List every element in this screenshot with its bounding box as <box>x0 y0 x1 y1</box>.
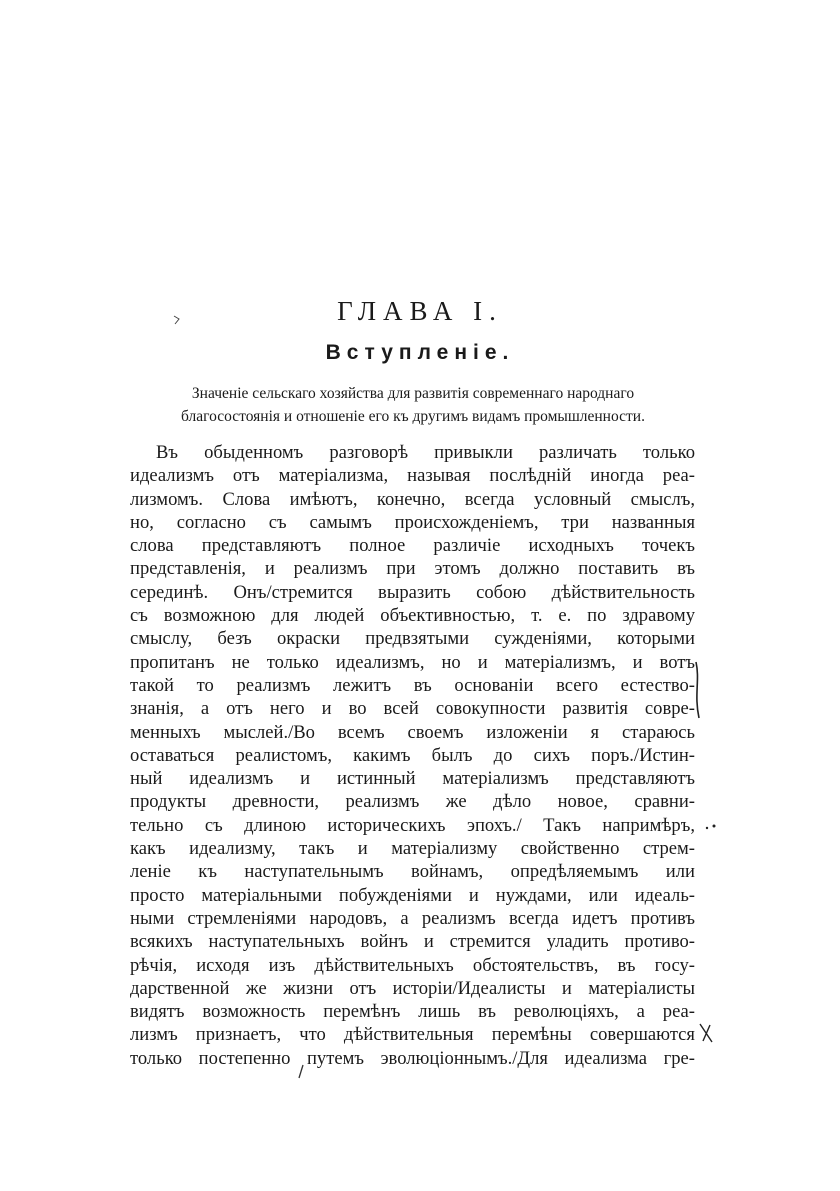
body-line: серединѣ. Онъ/стремится выразить собою дѣйствительность <box>130 581 695 603</box>
body-line: ными стремленіями народовъ, а реализмъ всегда идетъ противъ <box>130 907 695 929</box>
margin-cross-mark <box>698 1022 714 1044</box>
body-line: всякихъ наступательныхъ войнъ и стремится уладить противо- <box>130 931 695 953</box>
body-line: лизмъ признаетъ, что дѣйствительныя перемѣны совершаются <box>130 1024 695 1046</box>
subtitle-line: благосостоянія и отношеніе его къ другимъ видамъ промышленности. <box>181 408 645 426</box>
body-line: менныхъ мыслей./Во всемъ своемъ изложеніи я стараюсь <box>130 721 695 743</box>
body-line: но, согласно съ самымъ происхожденіемъ, три названныя <box>130 511 695 533</box>
body-line: просто матеріальными побужденіями и нуждами, или идеаль- <box>130 884 695 906</box>
body-line: только постепенно путемъ эволюціоннымъ./Для идеализма гре- <box>130 1047 695 1069</box>
section-subtitle <box>118 384 708 431</box>
body-line: ный идеализмъ и истинный матеріализмъ представляютъ <box>130 768 695 790</box>
margin-dot-mark <box>704 822 718 832</box>
body-line: продукты древности, реализмъ же дѣло новое, сравни- <box>130 791 695 813</box>
body-line: знанія, а отъ него и во всей совокупности развитія совре- <box>130 698 695 720</box>
body-line: идеализмъ отъ матеріализма, называя послѣдній иногда реа- <box>130 465 695 487</box>
body-line: пропитанъ не только идеализмъ, но и матеріализмъ, и вотъ <box>130 651 695 673</box>
body-line: леніе къ наступательнымъ войнамъ, опредѣляемымъ или <box>130 861 695 883</box>
pencil-tick-mark <box>296 1064 306 1080</box>
body-line: Въ обыденномъ разговорѣ привыкли различать только <box>156 442 695 463</box>
body-line: оставаться реалистомъ, какимъ былъ до сихъ поръ./Истин- <box>130 744 695 766</box>
body-line: представленія, и реализмъ при этомъ должно поставить въ <box>130 558 695 580</box>
body-line: съ возможною для людей объективностью, т. е. по здравому <box>130 605 695 627</box>
body-line: видятъ возможность перемѣнъ лишь въ революціяхъ, а реа- <box>130 1001 695 1023</box>
body-line: слова представляютъ полное различіе исходныхъ точекъ <box>130 535 695 557</box>
margin-bracket-mark <box>692 660 706 720</box>
body-paragraph <box>130 441 695 1070</box>
body-line: какъ идеализму, такъ и матеріализму свойственно стрем- <box>130 838 695 860</box>
body-line: смыслу, безъ окраски предвзятыми сужденіями, которыми <box>130 628 695 650</box>
body-line: дарственной же жизни отъ исторіи/Идеалисты и матеріалисты <box>130 977 695 999</box>
body-line: лизмомъ. Слова имѣютъ, конечно, всегда условный смыслъ, <box>130 488 695 510</box>
margin-tick-mark <box>172 314 182 326</box>
body-line: такой то реализмъ лежитъ въ основаніи всего естество- <box>130 674 695 696</box>
body-line: тельно съ длиною историческихъ эпохъ./ Такъ напримѣръ, <box>130 814 695 836</box>
body-line: рѣчія, исходя изъ дѣйствительныхъ обстоятельствъ, въ госу- <box>130 954 695 976</box>
section-title: Вступленіе. <box>325 341 515 364</box>
subtitle-line: Значеніе сельскаго хозяйства для развитія современнаго народнаго <box>191 385 635 402</box>
chapter-heading: ГЛАВА I. <box>337 296 503 326</box>
